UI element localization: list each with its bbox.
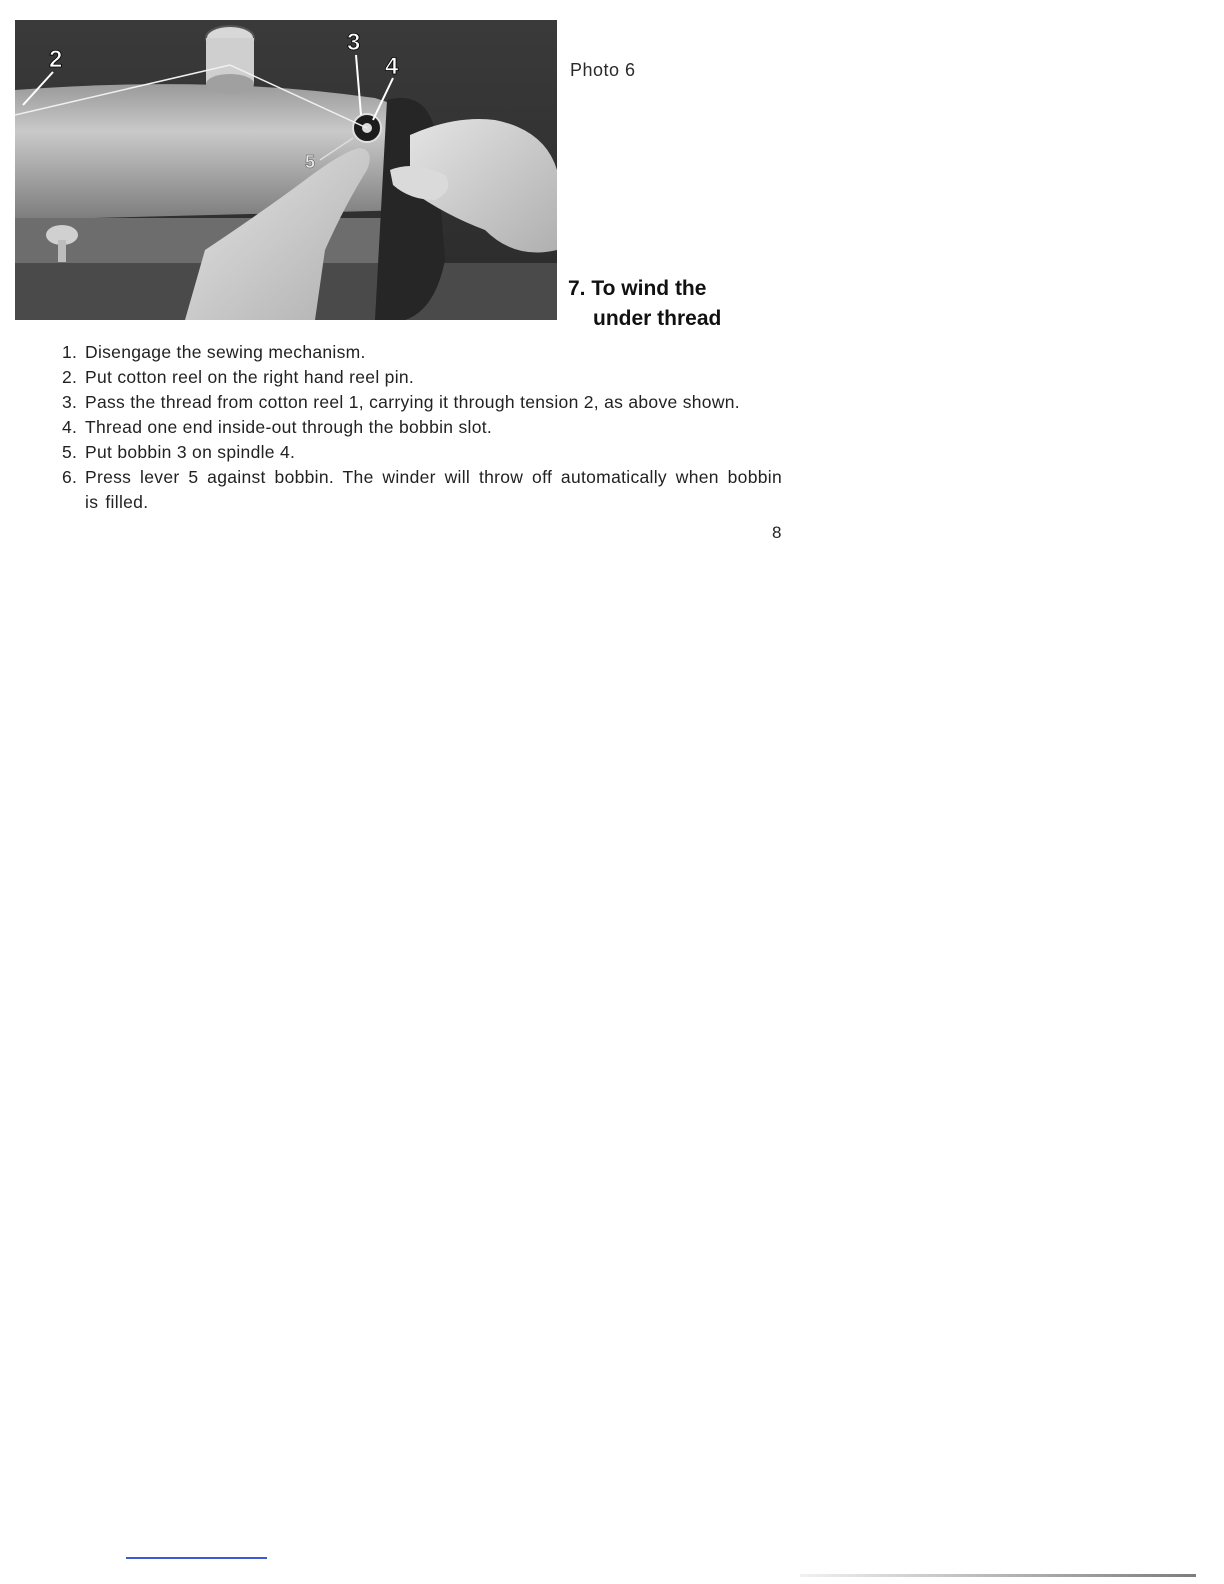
step-item — [62, 340, 782, 365]
step-text: Put cotton reel on the right hand reel pin. — [85, 367, 415, 387]
step-item — [62, 415, 782, 440]
step-text: Pass the thread from cotton reel 1, carrying it through tension 2, as above shown. — [85, 392, 740, 412]
photo-label-3: 3 — [347, 29, 361, 56]
section-heading — [568, 274, 721, 334]
photo-label-4: 4 — [385, 53, 399, 80]
step-text: Disengage the sewing mechanism. — [85, 342, 366, 362]
photo-label-5: 5 — [305, 152, 316, 172]
step-number: 1. — [62, 342, 78, 362]
step-item — [62, 390, 782, 415]
step-number: 4. — [62, 417, 78, 437]
step-number: 2. — [62, 367, 78, 387]
step-item — [62, 465, 782, 515]
step-item — [62, 365, 782, 390]
photo-caption: Photo 6 — [570, 60, 636, 80]
step-number: 3. — [62, 392, 78, 412]
step-number: 6. — [62, 467, 78, 487]
heading-line-2: under thread — [593, 307, 722, 330]
step-text: Press lever 5 against bobbin. The winder will throw off automatically when bobbin is filled. — [85, 467, 782, 512]
instruction-steps — [62, 340, 782, 515]
scan-artifact-line — [800, 1574, 1196, 1577]
scan-artifact-line — [126, 1557, 267, 1559]
step-text: Thread one end inside-out through the bobbin slot. — [85, 417, 493, 437]
photo-6-bobbin-winding — [15, 20, 557, 320]
step-text: Put bobbin 3 on spindle 4. — [85, 442, 296, 462]
step-number: 5. — [62, 442, 78, 462]
step-item — [62, 440, 782, 465]
heading-line-1: 7. To wind the — [568, 277, 707, 300]
page-number: 8 — [772, 523, 782, 542]
photo-label-2: 2 — [49, 46, 63, 73]
